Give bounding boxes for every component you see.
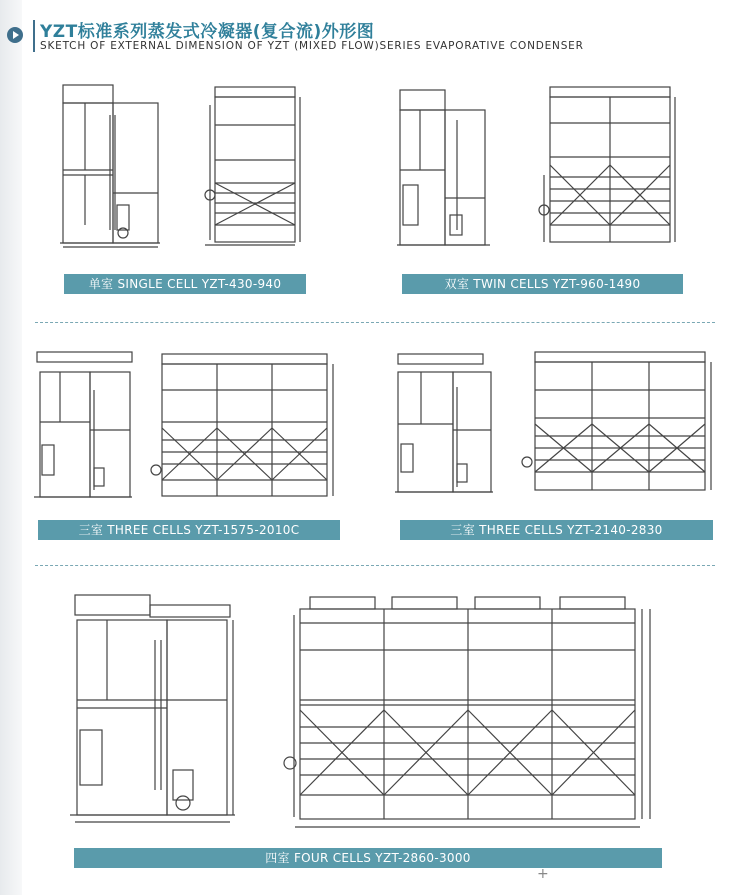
three-cell-b-side-view bbox=[393, 352, 498, 502]
play-arrow-icon bbox=[7, 27, 23, 43]
section-divider bbox=[35, 322, 715, 323]
four-cell-front-view bbox=[280, 595, 660, 835]
single-cell-front-view bbox=[200, 85, 310, 255]
caption-three-cells-b: 三室 THREE CELLS YZT-2140-2830 bbox=[400, 520, 713, 540]
header-rule bbox=[33, 20, 35, 52]
three-cell-a-front-view bbox=[150, 352, 340, 502]
page-subtitle: SKETCH OF EXTERNAL DIMENSION OF YZT (MIXED FLOW)SERIES EVAPORATIVE CONDENSER bbox=[40, 40, 584, 52]
caption-four-cells: 四室 FOUR CELLS YZT-2860-3000 bbox=[74, 848, 662, 868]
caption-twin-cells: 双室 TWIN CELLS YZT-960-1490 bbox=[402, 274, 683, 294]
caption-three-cells-a: 三室 THREE CELLS YZT-1575-2010C bbox=[38, 520, 340, 540]
footer-mark: + bbox=[537, 866, 549, 882]
four-cell-side-view bbox=[65, 590, 245, 830]
single-cell-side-view bbox=[55, 75, 165, 250]
section-divider bbox=[35, 565, 715, 566]
caption-single-cell: 单室 SINGLE CELL YZT-430-940 bbox=[64, 274, 306, 294]
twin-cell-side-view bbox=[395, 80, 495, 250]
three-cell-b-front-view bbox=[515, 350, 715, 500]
page-title: YZT标准系列蒸发式冷凝器(复合流)外形图 bbox=[40, 22, 375, 42]
three-cell-a-side-view bbox=[32, 350, 137, 505]
left-margin-bar bbox=[0, 0, 22, 895]
twin-cell-front-view bbox=[530, 85, 680, 250]
